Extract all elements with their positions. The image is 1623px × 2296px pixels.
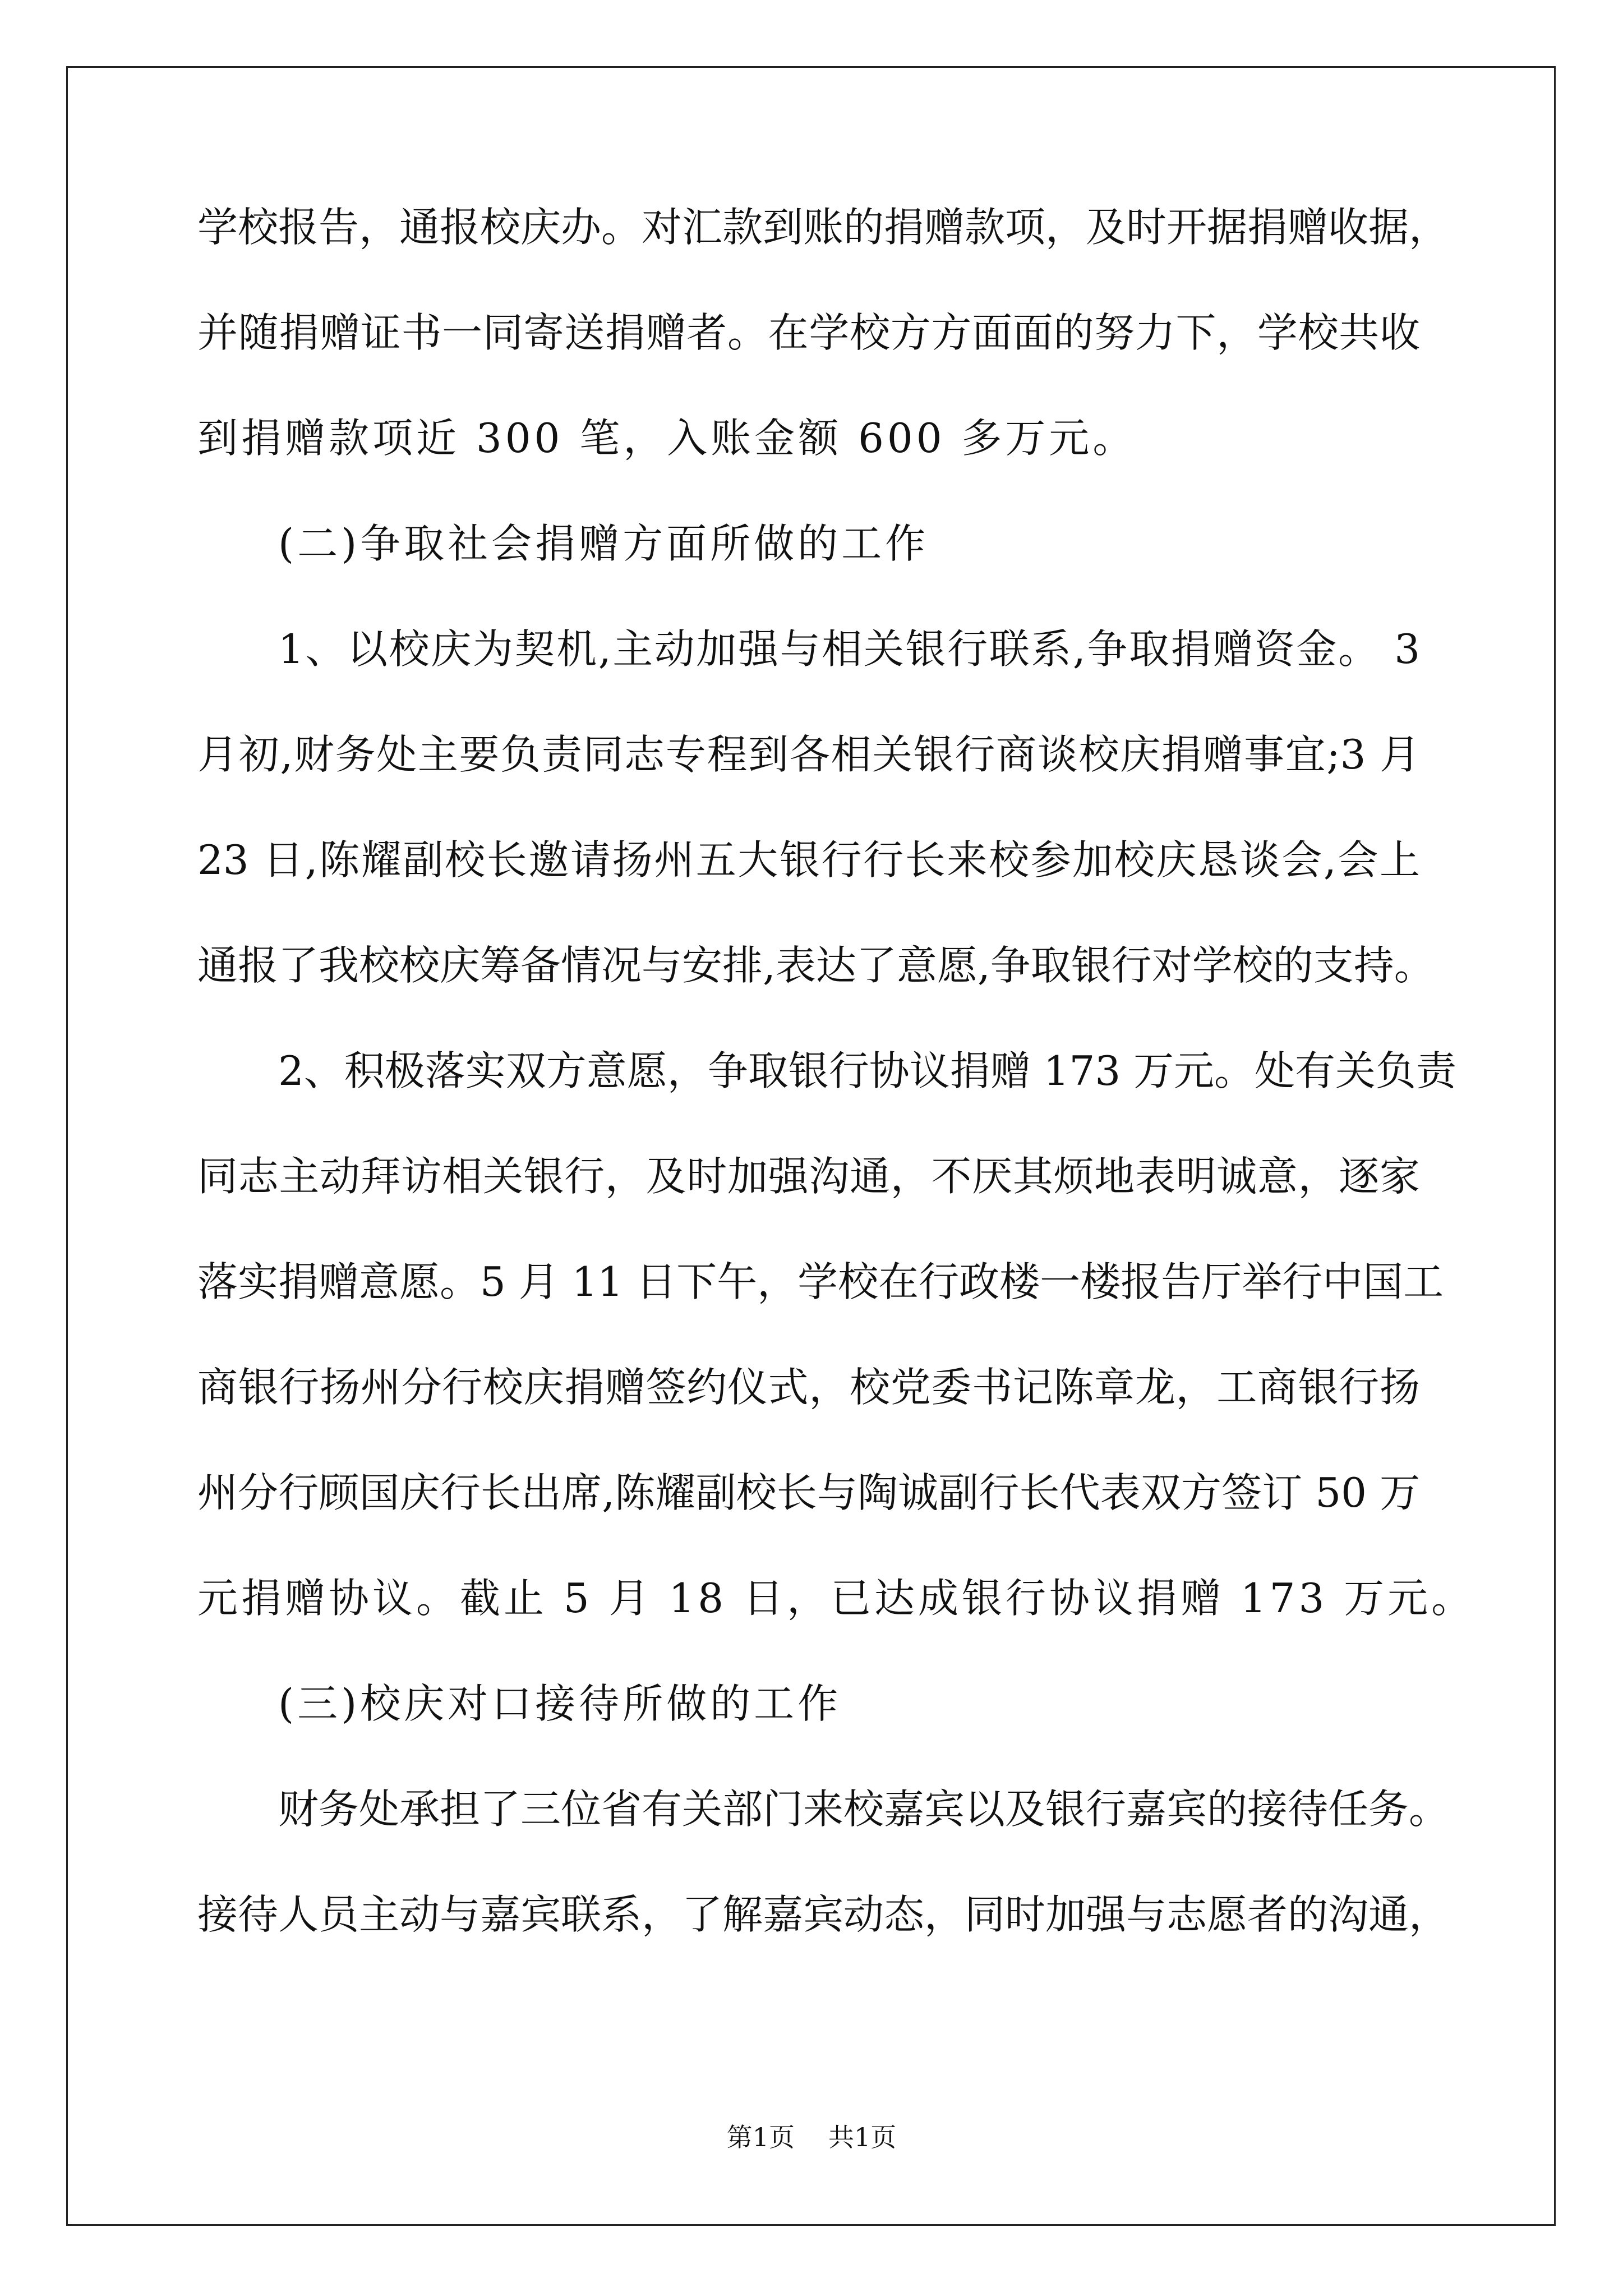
page-footer (0, 2120, 1623, 2154)
text-line: 23 日,陈耀副校长邀请扬州五大银行行长来校参加校庆恳谈会,会上 (197, 836, 1420, 884)
text-line: 学校报告，通报校庆办。对汇款到账的捐赠款项，及时开据捐赠收据， (197, 204, 1450, 251)
text-line: 到捐赠款项近 300 笔，入账金额 600 多万元。 (197, 415, 1137, 462)
text-line: 月初,财务处主要负责同志专程到各相关银行商谈校庆捐赠事宜;3 月 (197, 731, 1420, 778)
section-heading: (二)争取社会捐赠方面所做的工作 (278, 520, 929, 567)
text-line: 同志主动拜访相关银行，及时加强沟通，不厌其烦地表明诚意，逐家 (197, 1153, 1420, 1200)
section-heading: (三)校庆对口接待所做的工作 (278, 1680, 842, 1727)
text-line: 落实捐赠意愿。5 月 11 日下午，学校在行政楼一楼报告厅举行中国工 (197, 1258, 1444, 1305)
page-number: 第1页 (726, 2122, 795, 2152)
text-line: 财务处承担了三位省有关部门来校嘉宾以及银行嘉宾的接待任务。 (278, 1786, 1450, 1833)
text-line: 商银行扬州分行校庆捐赠签约仪式，校党委书记陈章龙，工商银行扬 (197, 1364, 1420, 1411)
text-line: 元捐赠协议。截止 5 月 18 日，已达成银行协议捐赠 173 万元。 (197, 1575, 1476, 1622)
text-line: 并随捐赠证书一同寄送捐赠者。在学校方方面面的努力下，学校共收 (197, 309, 1420, 356)
document-body (197, 202, 1476, 1995)
text-line: 通报了我校校庆筹备情况与安排,表达了意愿,争取银行对学校的支持。 (197, 942, 1435, 989)
text-line: 州分行顾国庆行长出席,陈耀副校长与陶诚副行长代表双方签订 50 万 (197, 1469, 1420, 1516)
text-line: 2、积极落实双方意愿，争取银行协议捐赠 173 万元。处有关负责 (278, 1047, 1457, 1094)
page-total: 共1页 (828, 2122, 897, 2152)
text-line: 1、以校庆为契机,主动加强与相关银行联系,争取捐赠资金。 3 (278, 625, 1420, 673)
text-line: 接待人员主动与嘉宾联系，了解嘉宾动态，同时加强与志愿者的沟通， (197, 1891, 1450, 1938)
